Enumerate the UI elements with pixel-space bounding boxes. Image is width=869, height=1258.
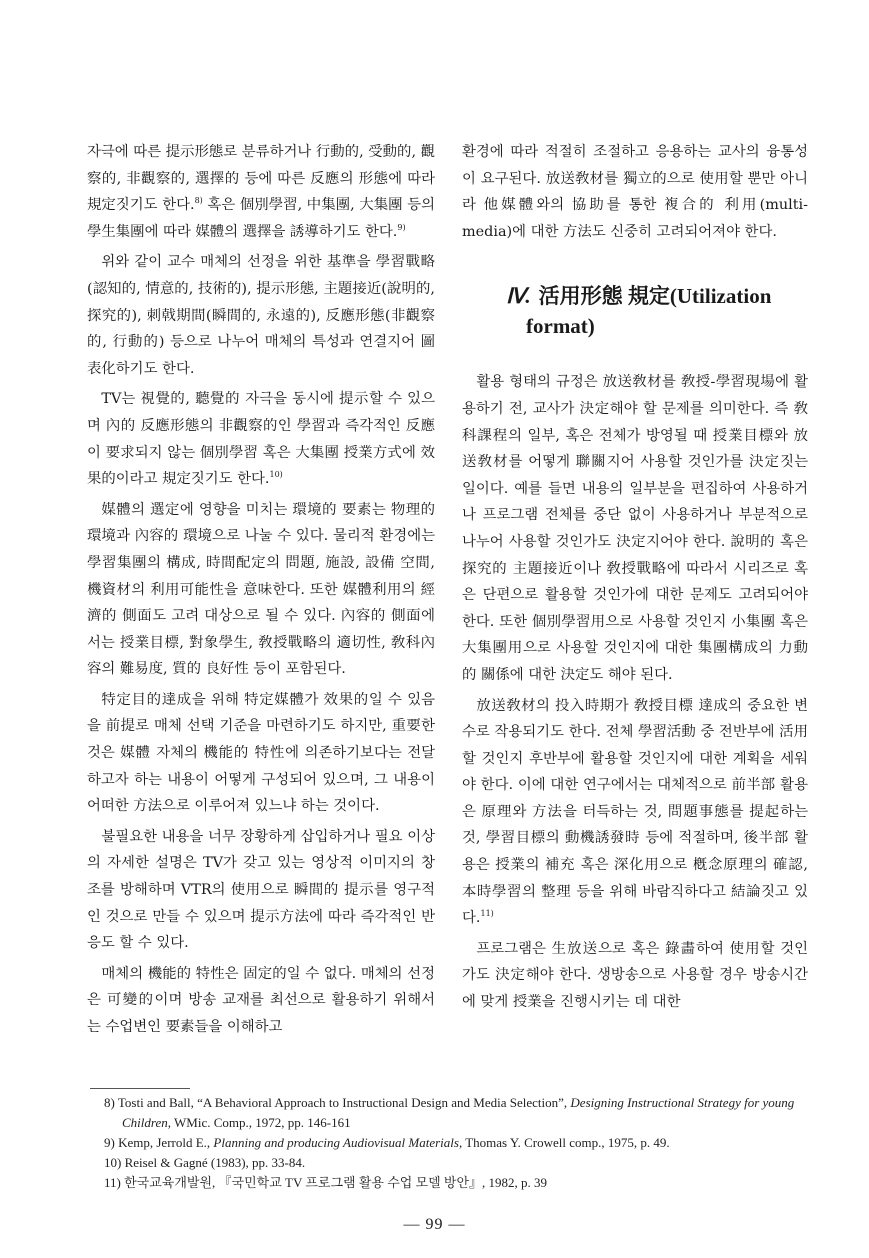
paragraph: 프로그램은 生放送으로 혹은 錄畵하여 使用할 것인가도 決定해야 한다. 생방송으로 사용할 경우 방송시간에 맞게 授業을 진행시키는 데 대한 (462, 940, 808, 1011)
paragraph: 위와 같이 교수 매체의 선정을 위한 基準을 學習戰略(認知的, 情意的, 技術的), 提示形態, 主題接近(說明的, 探究的), 刺戟期間(瞬間的, 永遠的), 反應形態(非觀察的, 行動的) 등으로 나누어 매체의 특성과 연결지어 圖表化하기도 한다. (87, 254, 435, 377)
left-column (87, 139, 435, 1045)
paragraph: 자극에 따른 提示形態로 분류하거나 行動的, 受動的, 觀察的, 非觀察的, 選擇的 등에 따른 反應의 形態에 따라 規定짓기도 한다.$^{8)}$ 혹은 個別學習, 中集團, 大集團 등의 學生集團에 따라 媒體의 選擇을 誘導하기도 한다.$^{9)}$ (87, 144, 435, 240)
footnotes (104, 1093, 816, 1193)
paragraph: 特定目的達成을 위해 特定媒體가 效果的일 수 있음을 前提로 매체 선택 기준을 마련하기도 하지만, 重要한 것은 媒體 자체의 機能的 特性에 의존하기보다는 전달하고자 하는 내용이 어떻게 구성되어 있으며, 그 내용이 어떠한 方法으로 이루어져 있느냐 하는 것이다. (87, 691, 435, 815)
footnote-divider (90, 1088, 190, 1089)
section-number: Ⅳ. (506, 284, 531, 309)
right-column (462, 139, 808, 1020)
footnote-ref: 8) (194, 196, 203, 206)
footnote-ref: 10) (269, 470, 283, 480)
paragraph: 放送敎材의 投入時期가 敎授目標 達成의 중요한 변수로 작용되기도 한다. 전체 學習活動 중 전반부에 活用할 것인지 후반부에 활용할 것인지에 대한 계획을 세워야 한다. 이에 대한 연구에서는 대체적으로 前半部 활용은 原理와 方法을 터득하는 것, 問題事態를 提起하는 것, 學習目標의 動機誘發時 등에 적절하며, 後半部 활용은 授業의 補充 혹은 深化用으로 槪念原理의 確認, 本時學習의 整理 등을 위해 바람직하다고 結論짓고 있다.$^{11)}$ (462, 697, 808, 927)
footnote-item: 8) Tosti and Ball, “A Behavioral Approach to Instructional Design and Media Selection”, Designing Instructional Strategy for young Children, WMic. Comp., 1972, pp. 146-161 (104, 1095, 795, 1130)
footnote-item: 9) Kemp, Jerrold E., Planning and producing Audiovisual Materials, Thomas Y. Crowell comp., 1975, p. 49. (104, 1135, 670, 1150)
footnote-ref: 11) (480, 909, 494, 919)
paragraph: 매체의 機能的 特性은 固定的일 수 없다. 매체의 선정은 可變的이며 방송 교재를 최선으로 활용하기 위해서는 수업변인 要素들을 이해하고 (87, 965, 435, 1035)
page-number: — 99 — (403, 1216, 466, 1233)
paragraph: 불필요한 내용을 너무 장황하게 삽입하거나 필요 이상의 자세한 설명은 TV가 갖고 있는 영상적 이미지의 창조를 방해하며 VTR의 使用으로 瞬間的 提示를 영구적인 것으로 만들 수 있으며 提示方法에 따라 즉각적인 반응도 할 수 있다. (87, 828, 435, 952)
footnote-ref: 9) (397, 222, 406, 232)
section-title-continued: format) (526, 314, 595, 339)
paragraph: TV는 視覺的, 聽覺的 자극을 동시에 提示할 수 있으며 內的 反應形態의 非觀察的인 學習과 즉각적인 反應이 要求되지 않는 個別學習 혹은 大集團 授業方式에 效果的이라고 規定짓기도 한다.$^{10)}$ (87, 391, 435, 488)
footnote-item: 10) Reisel & Gagné (1983), pp. 33-84. (104, 1155, 306, 1170)
paragraph: 환경에 따라 적절히 조절하고 응용하는 교사의 융통성이 요구된다. 放送敎材를 獨立的으로 使用할 뿐만 아니라 他媒體와의 協助를 통한 複合的 利用(multi-media)에 대한 方法도 신중히 고려되어져야 한다. (462, 144, 808, 240)
paragraph: 媒體의 選定에 영향을 미치는 環境的 要素는 物理的 環境과 內容的 環境으로 나눌 수 있다. 물리적 환경에는 學習集團의 構成, 時間配定의 問題, 施設, 設備 空間, 機資材의 利用可能性을 意味한다. 또한 媒體利用의 經濟的 側面도 고려 대상으로 될 수 있다. 內容的 側面에서는 授業目標, 對象學生, 敎授戰略의 適切性, 敎科內容의 難易度, 質的 良好性 등이 포함된다. (87, 501, 435, 678)
paragraph: 활용 형태의 규정은 放送敎材를 敎授-學習現場에 활용하기 전, 교사가 決定해야 할 문제를 의미한다. 즉 敎科課程의 일부, 혹은 전체가 방영될 때 授業目標와 放送敎材를 어떻게 聯關지어 사용할 것인가를 決定짓는 일이다. 예를 들면 내용의 일부분을 편집하여 사용하거나 프로그램 전체를 중단 없이 사용하거나 부분적으로 나누어 사용할 것인가도 決定지어야 한다. 說明的 혹은 探究的 主題接近이나 敎授戰略에 따라서 시리즈로 혹은 단편으로 활용할 것인가에 대한 문제도 고려되어야 한다. 또한 個別學習用으로 사용할 것인지 小集團 혹은 大集團用으로 사용할 것인지에 대한 集團構成의 力動的 關係에 대한 決定도 해야 된다. (462, 374, 808, 683)
section-title: 活用形態 規定(Utilization (538, 284, 772, 309)
section-heading (506, 281, 808, 341)
footnote-item: 11) 한국교육개발원, 『국민학교 TV 프로그램 활용 수업 모델 방안』, 1982, p. 39 (104, 1175, 548, 1190)
